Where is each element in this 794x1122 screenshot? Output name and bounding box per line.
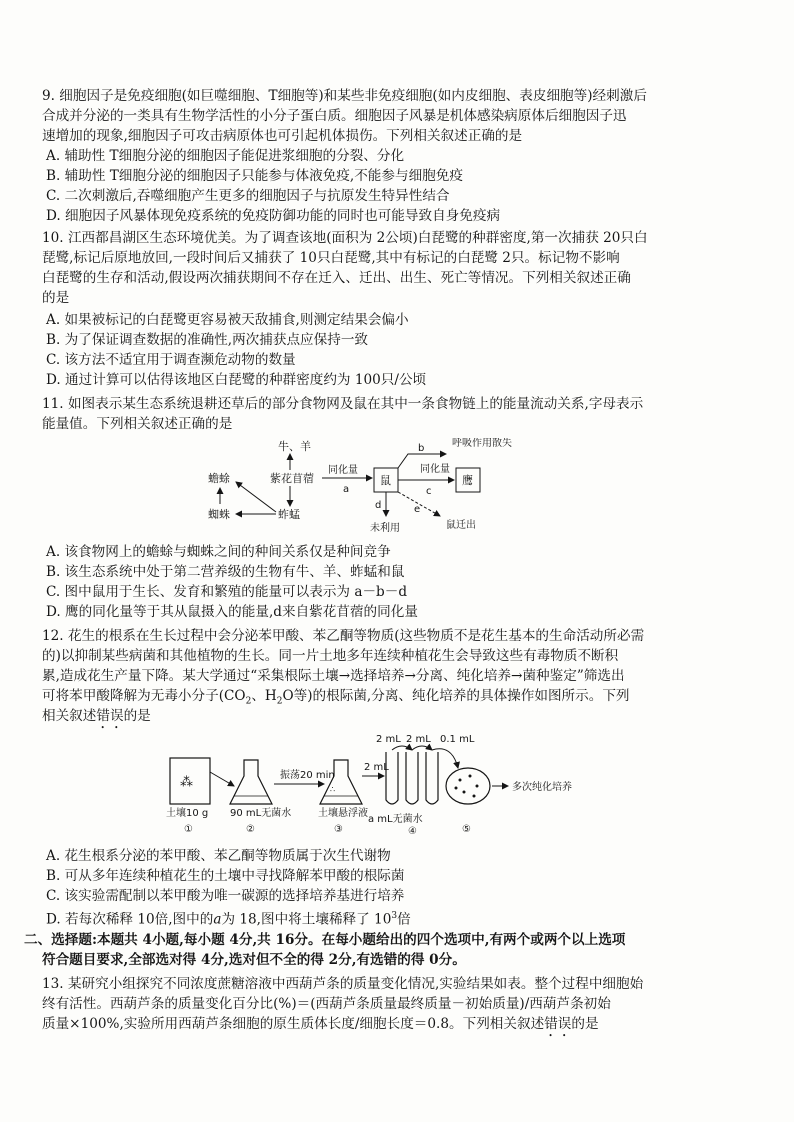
step-5-number: ⑤ <box>462 824 471 835</box>
grasshopper-label: 蚱蜢 <box>278 508 300 521</box>
q9-stem-line-2: 合成并分泌的一类具有生物学活性的小分子蛋白质。细胞因子风暴是机体感染病原体后细胞因子迅 <box>42 108 627 124</box>
a-ml-water-label: a mL无菌水 <box>368 814 423 825</box>
arrow-grasshopper-to-toad <box>236 482 276 512</box>
suspension-label: 土壤悬浮液 <box>318 808 368 819</box>
food-web-energy-diagram <box>200 438 530 538</box>
unused-label: 未利用 <box>370 523 400 534</box>
soil-glyph: ⁂ <box>180 775 193 790</box>
section-2-heading-line-1: 二、选择题:本题共 4小题,每小题 4分,共 16分。在每小题给出的四个选项中,有两个或两个以上选项 <box>24 932 626 948</box>
q13-stem-line-2: 终有活性。西葫芦条的质量变化百分比(%)＝(西葫芦条质量最终质量－初始质量)/西葫芦条初始 <box>42 996 611 1012</box>
q10-option-b: B. 为了保证调查数据的准确性,两次捕获点应保持一致 <box>46 332 369 348</box>
step-4-number: ④ <box>408 826 417 837</box>
arrow-soil-to-flask <box>210 772 234 786</box>
tube-1 <box>386 752 398 804</box>
energy-a-label: a <box>343 484 350 495</box>
eagle-label: 鹰 <box>462 474 473 487</box>
q9-option-c: C. 二次刺激后,吞噬细胞产生更多的细胞因子与抗原发生特异性结合 <box>46 188 450 204</box>
tube-2 <box>406 752 418 804</box>
emphasis-wrong: 错误 <box>96 708 124 724</box>
q11-stem-line-2: 能量值。下列相关叙述正确的是 <box>42 416 233 432</box>
q13-stem-line-3: 质量×100%,实验所用西葫芦条细胞的原生质体长度/细胞长度＝0.8。下列相关叙述错误的是 <box>42 1016 599 1032</box>
arrow-tube-2-to-3 <box>412 746 432 750</box>
arrow-tube-1-to-2 <box>392 746 412 750</box>
colony-4 <box>463 791 466 794</box>
q11-option-a: A. 该食物网上的蟾蜍与蜘蛛之间的种间关系仅是种间竞争 <box>46 544 391 560</box>
energy-c-label: c <box>426 486 432 497</box>
top-01ml-label: 0.1 mL <box>440 734 475 745</box>
flask-suspension <box>320 760 362 804</box>
q11-stem-line-1: 11. 如图表示某生态系统退耕还草后的部分食物网及鼠在其中一条食物链上的能量流动关系,字母表示 <box>42 396 644 412</box>
step-3-number: ③ <box>334 824 343 835</box>
q9-option-b: B. 辅助性 T细胞分泌的细胞因子只能参与体液免疫,不能参与细胞免疫 <box>46 168 463 184</box>
purify-label: 多次纯化培养 <box>512 782 572 793</box>
step-2-number: ② <box>246 824 255 835</box>
mouse-emigration-label: 鼠迁出 <box>446 520 476 531</box>
assimilation-label-1: 同化量 <box>328 465 358 476</box>
transfer-2ml-label: 2 mL <box>364 762 389 773</box>
q11-option-b: B. 该生态系统中处于第二营养级的生物有牛、羊、蚱蜢和鼠 <box>46 564 405 580</box>
q9-option-d: D. 细胞因子风暴体现免疫系统的免疫防御功能的同时也可能导致自身免疫病 <box>46 208 501 224</box>
energy-e-label: e <box>414 504 421 515</box>
colony-6 <box>455 787 458 790</box>
q13-stem-line-1: 13. 某研究小组探究不同浓度蔗糖溶液中西葫芦条的质量变化情况,实验结果如表。整个过程中细胞始 <box>42 976 644 992</box>
tube-3 <box>426 752 438 804</box>
soil-mass-label: 土壤10 g <box>166 808 209 819</box>
q9-stem-line-3: 速增加的现象,细胞因子可攻击病原体也可引起机体损伤。下列相关叙述正确的是 <box>42 128 523 144</box>
arrow-tube-to-plate <box>432 749 458 768</box>
bacteria-isolation-diagram <box>162 730 602 840</box>
energy-b-label: b <box>418 443 425 454</box>
section-2-heading-line-2: 符合题目要求,全部选对得 4分,选对但不全的得 2分,有选错的得 0分。 <box>42 952 466 968</box>
respiration-loss-label: 呼吸作用散失 <box>452 438 512 449</box>
water-90ml-label: 90 mL无菌水 <box>230 808 292 819</box>
emphasis-wrong-q13: 错误 <box>544 1016 572 1032</box>
q10-option-c: C. 该方法不适宜用于调查濒危动物的数量 <box>46 352 296 368</box>
q12-option-a: A. 花生根系分泌的苯甲酸、苯乙酮等物质属于次生代谢物 <box>46 848 391 864</box>
q10-stem-line-2: 琵鹭,标记后原地放回,一段时间后又捕获了 10只白琵鹭,其中有标记的白琵鹭 2只。标记物不影响 <box>42 250 620 266</box>
q11-option-c: C. 图中鼠用于生长、发育和繁殖的能量可以表示为 a－b－d <box>46 584 408 600</box>
top-2ml-label-2: 2 mL <box>406 734 431 745</box>
top-2ml-label-1: 2 mL <box>376 734 401 745</box>
q10-option-d: D. 通过计算可以估得该地区白琵鹭的种群密度约为 100只/公顷 <box>46 372 427 388</box>
q10-stem-line-1: 10. 江西都昌湖区生态环境优美。为了调查该地(面积为 2公顷)白琵鹭的种群密度,第一次捕获 20只白 <box>42 230 648 246</box>
q12-option-c: C. 该实验需配制以苯甲酸为唯一碳源的选择培养基进行培养 <box>46 888 405 904</box>
flask-water <box>230 760 272 804</box>
q12-stem-line-3: 累,造成花生产量下降。某大学通过“采集根际土壤→选择培养→分离、纯化培养→菌种鉴定”筛选出 <box>42 668 625 684</box>
culture-plate <box>446 768 490 804</box>
alfalfa-label: 紫花苜蓿 <box>270 472 314 485</box>
assimilation-label-2: 同化量 <box>420 464 450 475</box>
q12-option-b: B. 可从多年连续种植花生的土壤中寻找降解苯甲酸的根际菌 <box>46 868 405 884</box>
q12-stem-line-4: 可将苯甲酸降解为无毒小分子($CO_2$、$H_2O$等)的根际菌,分离、纯化培养的具体操作如图所示。下列 <box>42 688 630 707</box>
q12-option-d: D. 若每次稀释 10倍,图中的a为 18,图中将土壤稀释了 $10^3$倍 <box>46 911 411 928</box>
colony-1 <box>459 779 462 782</box>
q10-option-a: A. 如果被标记的白琵鹭更容易被天敌捕食,则测定结果会偏小 <box>46 312 409 328</box>
mouse-label: 鼠 <box>380 474 391 487</box>
q9-stem-line-1: 9. 细胞因子是免疫细胞(如巨噬细胞、T细胞等)和某些非免疫细胞(如内皮细胞、表皮细胞等)经刺激后 <box>42 88 647 104</box>
q10-stem-line-3: 白琵鹭的生存和活动,假设两次捕获期间不存在迁入、迁出、出生、死亡等情况。下列相关叙述正确 <box>42 270 631 286</box>
q10-stem-line-4: 的是 <box>42 290 70 306</box>
q11-option-d: D. 鹰的同化量等于其从鼠摄入的能量,d来自紫花苜蓿的同化量 <box>46 604 418 620</box>
step-1-number: ① <box>184 824 193 835</box>
spider-label: 蜘蛛 <box>208 508 230 521</box>
shake-label: 振荡20 min <box>280 770 335 781</box>
q12-stem-line-1: 12. 花生的根系在生长过程中会分泌苯甲酸、苯乙酮等物质(这些物质不是花生基本的生命活动所必需 <box>42 628 645 644</box>
colony-5 <box>473 795 476 798</box>
cattle-sheep-label: 牛、羊 <box>278 440 311 453</box>
q9-option-a: A. 辅助性 T细胞分泌的细胞因子能促进浆细胞的分裂、分化 <box>46 148 405 164</box>
q12-stem-line-2: 的)以抑制某些病菌和其他植物的生长。同一片土地多年连续种植花生会导致这些有毒物质不断积 <box>42 648 619 664</box>
colony-2 <box>469 775 472 778</box>
colony-3 <box>476 785 479 788</box>
q12-stem-line-5: 相关叙述错误的是 <box>42 708 151 724</box>
suspension-dots: ∴ <box>330 785 336 794</box>
energy-d-label: d <box>375 500 382 511</box>
toad-label: 蟾蜍 <box>208 472 230 485</box>
